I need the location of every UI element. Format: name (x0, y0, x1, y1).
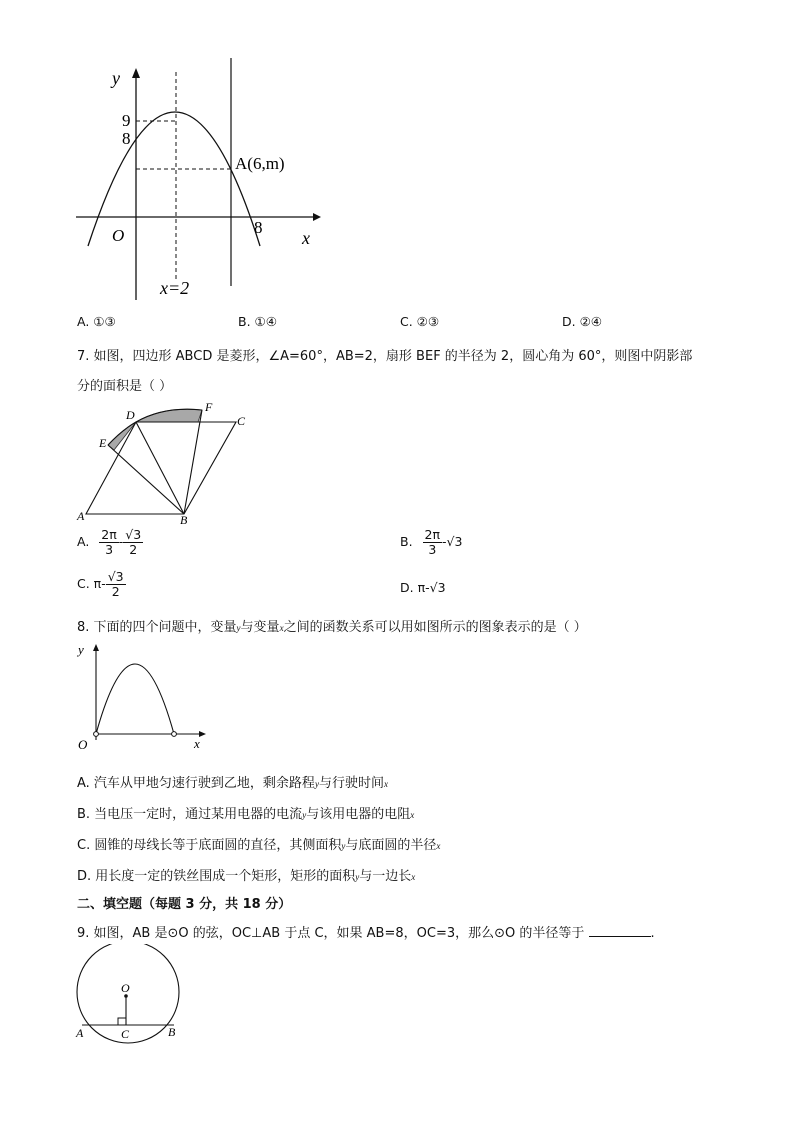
q7-stem-line2: 分的面积是（ ） (77, 379, 173, 394)
y-axis-arrow (93, 644, 99, 651)
numerator: √3 (125, 527, 142, 542)
q8-stem-b: 与变量 (240, 620, 280, 635)
q6-option-a[interactable]: A. ①③ (77, 314, 116, 329)
x-axis-label: x (194, 736, 200, 751)
open-endpoint-left (94, 732, 99, 737)
var-x: x (279, 623, 284, 633)
fraction (423, 528, 442, 557)
var-y: y (236, 623, 241, 633)
var-y: y (341, 841, 346, 851)
numerator: √3 (107, 569, 124, 584)
q7-rhombus-figure (72, 398, 252, 526)
label-b: B (168, 1025, 176, 1039)
q7-option-a[interactable] (77, 528, 143, 557)
var-y: y (302, 810, 307, 820)
q7-option-b[interactable] (400, 528, 462, 557)
answer-blank[interactable] (589, 924, 651, 937)
label-c: C (237, 414, 246, 428)
denominator: 2 (129, 542, 138, 557)
q8-option-c-mid: 与底面圆的半径 (345, 838, 437, 853)
tick-9: 9 (122, 111, 131, 130)
label-a: A (77, 509, 85, 523)
q9-circle-figure (72, 944, 188, 1044)
var-x: x (411, 872, 416, 882)
label-c: C (121, 1027, 130, 1041)
q7-option-d[interactable]: D. π-√3 (400, 580, 446, 595)
x-axis-arrow (199, 731, 206, 737)
q7-option-c-label: C. π- (77, 576, 106, 591)
q6-parabola-figure (70, 58, 330, 303)
origin-label: O (112, 226, 125, 245)
denominator: 3 (105, 542, 114, 557)
arch-curve (96, 664, 174, 734)
var-x: x (383, 779, 388, 789)
label-o: O (121, 981, 130, 995)
q7-option-a-label: A. (77, 534, 90, 549)
denominator: 2 (111, 584, 120, 599)
q8-option-b-text: B. 当电压一定时，通过某用电器的电流 (77, 807, 303, 822)
fraction (99, 528, 118, 557)
q8-option-b-mid: 与该用电器的电阻 (306, 807, 411, 822)
y-axis-label: y (78, 642, 84, 657)
q9-stem-end: . (650, 926, 655, 941)
rhombus-abcd (86, 422, 236, 514)
q8-stem-c: 之间的函数关系可以用如图所示的图象表示的是（ ） (283, 620, 587, 635)
q8-option-d[interactable] (77, 865, 415, 884)
fraction (123, 528, 143, 557)
tick-8: 8 (122, 129, 131, 148)
y-axis-arrow (132, 68, 140, 78)
var-y: y (355, 872, 360, 882)
q8-stem (77, 616, 587, 635)
q8-option-a[interactable] (77, 772, 388, 791)
q7-option-b-label: B. (400, 534, 413, 549)
x-axis-arrow (313, 213, 321, 221)
q6-option-c[interactable]: C. ②③ (400, 314, 440, 329)
minus-sign: - (118, 534, 124, 549)
label-d: D (126, 408, 135, 422)
q9-stem (77, 922, 655, 941)
segment-be (108, 445, 184, 514)
section-heading: 二、填空题（每题 3 分，共 18 分） (77, 897, 292, 912)
open-endpoint-right (172, 732, 177, 737)
origin-label: O (78, 737, 88, 752)
minus-sqrt3: -√3 (442, 534, 463, 549)
label-e: E (99, 436, 107, 450)
right-angle-mark (118, 1018, 126, 1025)
numerator: 2π (101, 527, 117, 542)
var-x: x (410, 810, 415, 820)
q8-option-d-mid: 与一边长 (359, 869, 412, 884)
q6-option-d[interactable]: D. ②④ (562, 314, 602, 329)
q8-graph-figure (72, 640, 212, 752)
shaded-region-left (108, 422, 136, 450)
q8-option-b[interactable] (77, 803, 414, 822)
q7-stem-line1: 7. 如图，四边形 ABCD 是菱形，∠A=60°，AB=2，扇形 BEF 的半径为 2，圆心角为 60°，则图中阴影部 (77, 349, 693, 364)
point-a-label: A(6,m) (235, 154, 285, 173)
fraction (106, 570, 126, 599)
q9-stem-text: 9. 如图，AB 是⊙O 的弦，OC⊥AB 于点 C，如果 AB=8，OC=3，那么⊙O 的半径等于 (77, 926, 585, 941)
x-intercept-8: 8 (254, 218, 263, 237)
q8-option-a-text: A. 汽车从甲地匀速行驶到乙地，剩余路程 (77, 776, 315, 791)
q8-option-c[interactable] (77, 834, 440, 853)
q8-option-a-mid: 与行驶时间 (318, 776, 384, 791)
numerator: 2π (424, 527, 441, 542)
symmetry-axis-label: x=2 (160, 278, 190, 298)
label-a: A (76, 1026, 84, 1040)
q8-option-d-text: D. 用长度一定的铁丝围成一个矩形，矩形的面积 (77, 869, 356, 884)
var-x: x (436, 841, 441, 851)
y-axis-label: y (112, 68, 120, 88)
q7-option-c[interactable] (77, 570, 126, 599)
var-y: y (314, 779, 319, 789)
q8-option-c-text: C. 圆锥的母线长等于底面圆的直径，其侧面积 (77, 838, 342, 853)
label-f: F (205, 400, 213, 414)
q6-option-b[interactable]: B. ①④ (238, 314, 277, 329)
denominator: 3 (428, 542, 437, 557)
segment-db (136, 422, 184, 514)
q8-stem-a: 8. 下面的四个问题中，变量 (77, 620, 237, 635)
label-b: B (180, 513, 188, 526)
x-axis-label: x (302, 228, 310, 248)
